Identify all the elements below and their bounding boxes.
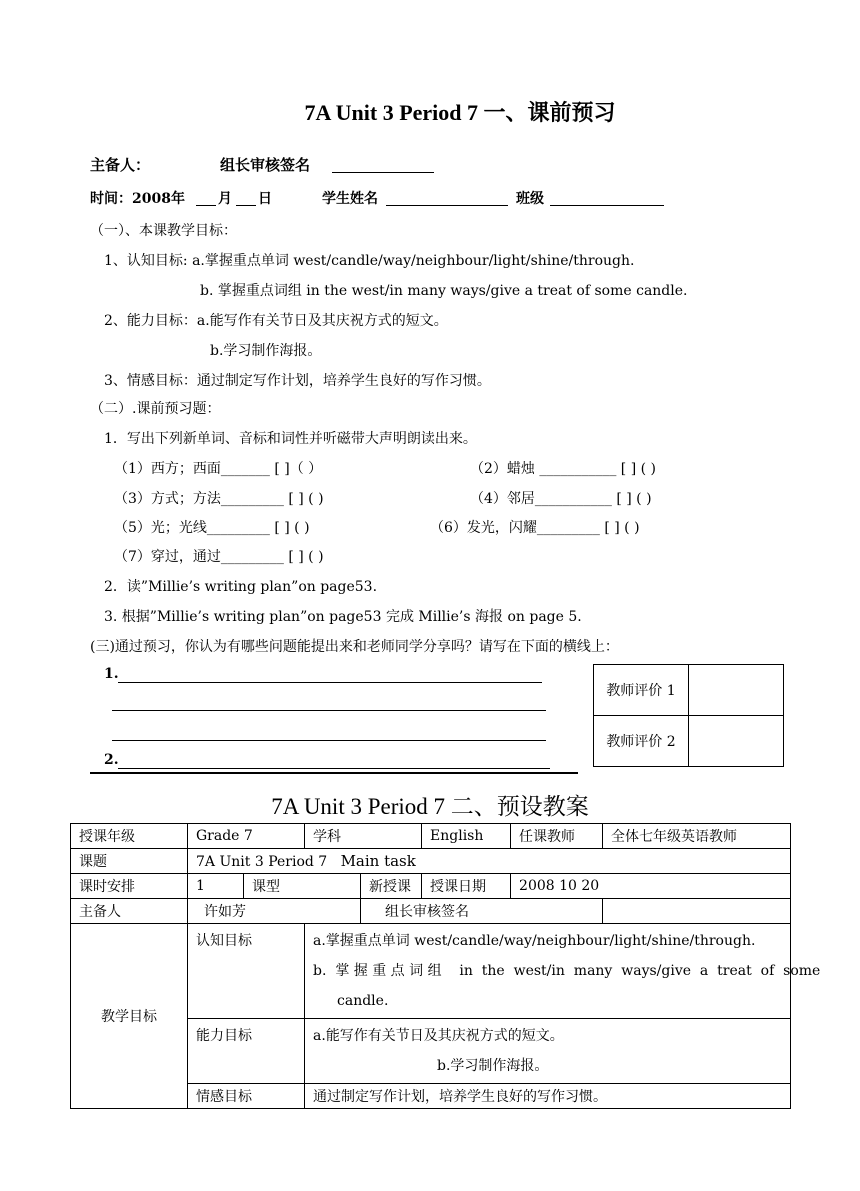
goal-cognitive-b: b. 掌握重点词组 in the west/in many ways/give a treat of some candle. xyxy=(200,283,688,299)
section1-heading: （一）、本课教学目标： xyxy=(90,223,237,239)
preparer-label: 主备人： xyxy=(90,156,151,174)
question-3: 3. 根据”Millie’s writing plan”on page53 完成 Millie’s 海报 on page 5. xyxy=(104,609,582,625)
answer-line xyxy=(118,768,550,769)
emotion-label: 情感目标 xyxy=(188,1084,305,1109)
type-label: 课型 xyxy=(244,874,361,899)
month-blank xyxy=(196,205,216,206)
cognitive-b-cont: candle. xyxy=(337,993,389,1009)
ability-label: 能力目标 xyxy=(188,1019,305,1084)
answer-line xyxy=(112,710,546,711)
leader-sign-blank xyxy=(332,172,434,173)
day-label: 日 xyxy=(258,191,272,207)
goal-ability: 2、能力目标：a.能写作有关节日及其庆祝方式的短文。 xyxy=(104,313,448,329)
emotion-content: 通过制定写作计划，培养学生良好的写作习惯。 xyxy=(305,1084,791,1109)
section3-heading: (三)通过预习，你认为有哪些问题能提出来和老师同学分享吗？请写在下面的横线上： xyxy=(90,639,619,655)
ability-b: b.学习制作海报。 xyxy=(437,1058,549,1074)
subject-value: English xyxy=(422,824,511,849)
cognitive-content xyxy=(305,924,821,1019)
section2-heading: （二）.课前预习题： xyxy=(90,401,221,417)
plan-title: 7A Unit 3 Period 7 二、预设教案 xyxy=(271,794,589,819)
topic-value xyxy=(188,849,791,874)
class-blank xyxy=(550,205,664,206)
cognitive-a: a.掌握重点单词 west/candle/way/neighbour/light/shine/through. xyxy=(313,933,756,949)
preparer-label: 主备人 xyxy=(71,899,188,924)
word-item: （2）蜡烛 ___________ [ ] ( ) xyxy=(470,461,657,477)
evaluation-label: 教师评价 1 xyxy=(594,665,689,716)
date-label: 授课日期 xyxy=(422,874,511,899)
section-divider xyxy=(90,772,578,774)
answer-line xyxy=(118,682,542,683)
topic-label: 课题 xyxy=(71,849,188,874)
leader-sign-label: 组长审核签名 xyxy=(220,156,311,174)
cognitive-b: b. 掌 握 重 点 词 组 in the west/in many ways/give a treat of some xyxy=(313,963,821,979)
hours-label: 课时安排 xyxy=(71,874,188,899)
word-item: （3）方式；方法_________ [ ] ( ) xyxy=(114,491,324,507)
goal-emotion: 3、情感目标：通过制定写作计划，培养学生良好的写作习惯。 xyxy=(104,373,491,389)
student-name-blank xyxy=(386,205,508,206)
leader-value[interactable] xyxy=(603,899,791,924)
class-label: 班级 xyxy=(516,191,544,207)
topic-suffix: Main task xyxy=(340,852,416,870)
grade-label: 授课年级 xyxy=(71,824,188,849)
hours-value: 1 xyxy=(188,874,244,899)
evaluation-table xyxy=(593,664,784,767)
question-2: 2．读”Millie’s writing plan”on page53. xyxy=(104,579,378,595)
student-name-label: 学生姓名 xyxy=(322,191,378,207)
answer-line xyxy=(112,740,546,741)
topic-text: 7A Unit 3 Period 7 xyxy=(196,854,328,870)
leader-label: 组长审核签名 xyxy=(361,899,603,924)
teacher-value: 全体七年级英语教师 xyxy=(603,824,791,849)
preparer-value: 许如芳 xyxy=(188,899,361,924)
lesson-plan-table xyxy=(70,823,821,1109)
day-blank xyxy=(236,205,256,206)
ability-content xyxy=(305,1019,791,1084)
answer-number-2: 2. xyxy=(104,752,119,768)
question-1: 1．写出下列新单词、音标和词性并听磁带大声明朗读出来。 xyxy=(104,431,477,447)
goal-ability-b: b.学习制作海报。 xyxy=(210,343,322,359)
time-label: 时间：2008年 xyxy=(90,191,185,207)
cognitive-label: 认知目标 xyxy=(188,924,305,1019)
type-value: 新授课 xyxy=(361,874,422,899)
grade-value: Grade 7 xyxy=(188,824,305,849)
date-value: 2008 10 20 xyxy=(511,874,791,899)
word-item: （5）光；光线_________ [ ] ( ) xyxy=(114,520,310,536)
month-label: 月 xyxy=(218,191,232,207)
word-item: （7）穿过，通过_________ [ ] ( ) xyxy=(114,549,324,565)
word-item: （6）发光，闪耀_________ [ ] ( ) xyxy=(430,520,640,536)
evaluation-cell[interactable] xyxy=(689,716,784,767)
ability-a: a.能写作有关节日及其庆祝方式的短文。 xyxy=(313,1028,564,1044)
word-item: （1）西方；西面_______ [ ]（ ） xyxy=(114,461,323,477)
page-title: 7A Unit 3 Period 7 一、课前预习 xyxy=(304,100,616,125)
evaluation-cell[interactable] xyxy=(689,665,784,716)
goals-label: 教学目标 xyxy=(71,924,188,1109)
word-item: （4）邻居___________ [ ] ( ) xyxy=(470,491,652,507)
goal-cognitive: 1、认知目标: a.掌握重点单词 west/candle/way/neighbour/light/shine/through. xyxy=(104,253,635,269)
teacher-label: 任课教师 xyxy=(511,824,603,849)
answer-number-1: 1. xyxy=(104,666,119,682)
subject-label: 学科 xyxy=(305,824,422,849)
evaluation-label: 教师评价 2 xyxy=(594,716,689,767)
